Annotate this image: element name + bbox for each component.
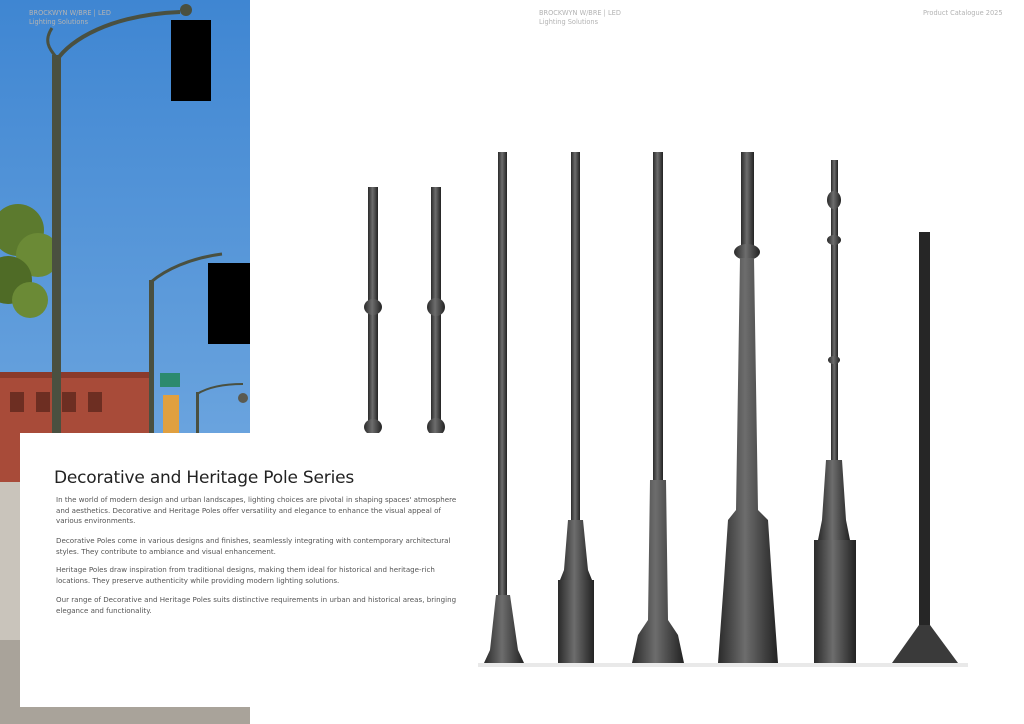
header-brand-right: BROCKWYN W/BRE | LED Lighting Solutions [539,9,621,26]
paragraph-intro: In the world of modern design and urban landscapes, lighting choices are pivotal in shaping spaces' atmosphere and aesthetics. Decorative and Heritage Poles offer versatility and elegance to enhance the visual appeal of various environments. [56,495,457,526]
pole-8 [814,160,856,663]
pole-5 [558,152,594,663]
header-catalogue-right: Product Catalogue 2025 [923,9,1003,17]
pole-6 [632,152,684,663]
page-title: Decorative and Heritage Pole Series [54,468,355,488]
paragraph-decorative: Decorative Poles come in various designs and ﬁnishes, seamlessly integrating with contemporary architectural styles. They contribute to ambiance and visual enhancement. [56,536,451,556]
intro-text-card [20,433,478,707]
paragraph-range: Our range of Decorative and Heritage Poles suits distinctive requirements in urban and historical areas, bringing elegance and functionality. [56,595,457,615]
paragraph-heritage: Heritage Poles draw inspiration from traditional designs, making them ideal for historical and heritage-rich locations. They preserve authenticity while providing modern lighting solutions. [56,565,435,585]
pole-4 [484,152,524,663]
pole-9 [892,232,958,663]
pole-7 [718,152,778,663]
header-brand-left: BROCKWYN W/BRE | LED Lighting Solutions [29,9,111,26]
